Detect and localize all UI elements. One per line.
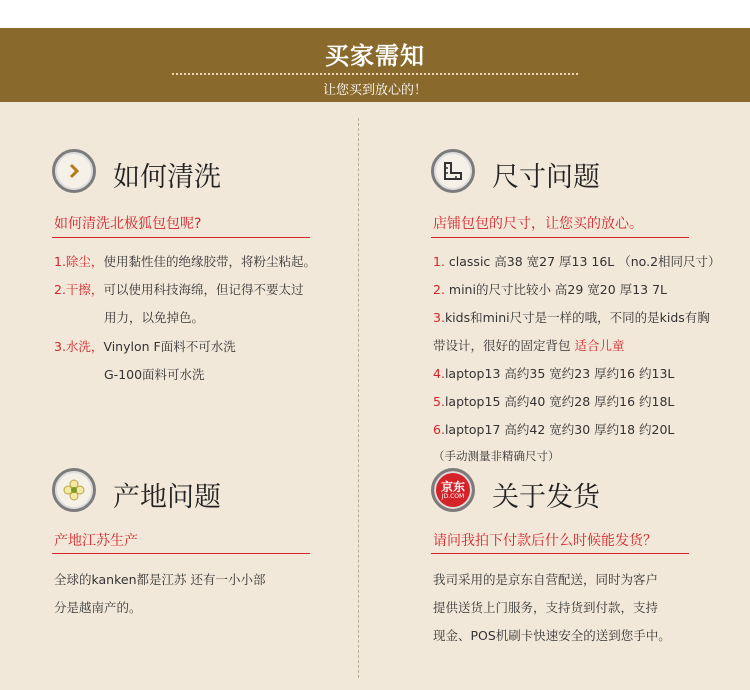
size-title: 尺寸问题 (492, 162, 600, 193)
size-line-4: 带设计，很好的固定背包 适合儿童 (433, 338, 625, 353)
size-line-1: 1. classic 高38 宽27 厚13 16L （no.2相同尺寸） (433, 254, 721, 269)
wash-line-3: 用力，以免掉色。 (104, 310, 205, 325)
size-line-5: 4.laptop13 高约35 宽约23 厚约16 约13L (433, 366, 675, 381)
wash-line-2: 2.干擦，可以使用科技海绵，但记得不要太过 (54, 282, 304, 297)
wash-line-4: 3.水洗，Vinylon F面料不可水洗 (54, 339, 236, 354)
origin-title: 产地问题 (113, 482, 221, 513)
wash-title: 如何清洗 (113, 162, 221, 193)
jd-logo-icon: 京东 JD.COM (431, 468, 475, 512)
header-banner (0, 28, 750, 102)
size-line-6: 5.laptop15 高约40 宽约28 厚约16 约18L (433, 394, 675, 409)
wash-question: 如何清洗北极狐包包呢? (54, 216, 202, 232)
banner-title: 买家需知 (325, 42, 425, 70)
wash-underline (52, 237, 310, 238)
ruler-icon (431, 149, 475, 193)
chevron-right-icon (52, 149, 96, 193)
banner-subtitle: 让您买到放心的！ (322, 83, 427, 98)
flower-icon (52, 468, 96, 512)
origin-underline (52, 553, 310, 554)
shipping-underline (431, 553, 689, 554)
size-line-2: 2. mini的尺寸比较小 高29 宽20 厚13 7L (433, 282, 667, 297)
shipping-line-3: 现金、POS机刷卡快速安全的送到您手中。 (433, 628, 671, 643)
origin-question: 产地江苏生产 (54, 533, 138, 549)
shipping-line-2: 提供送货上门服务，支持货到付款，支持 (433, 600, 659, 615)
size-underline (431, 237, 689, 238)
shipping-question: 请问我拍下付款后什么时候能发货？ (433, 533, 657, 549)
size-line-7: 6.laptop17 高约42 宽约30 厚约18 约20L (433, 422, 675, 437)
size-line-3: 3.kids和mini尺寸是一样的哦，不同的是kids有胸 (433, 310, 710, 325)
top-white-strip (0, 0, 750, 28)
origin-line-1: 全球的kanken都是江苏 还有一小小部 (54, 572, 266, 587)
size-note: （手动测量非精确尺寸） (433, 449, 560, 463)
origin-line-2: 分是越南产的。 (54, 600, 142, 615)
size-question: 店铺包包的尺寸，让您买的放心。 (433, 216, 643, 232)
wash-line-5: G-100面料可水洗 (104, 367, 205, 382)
column-divider (358, 118, 359, 678)
shipping-line-1: 我司采用的是京东自营配送，同时为客户 (433, 572, 659, 587)
shipping-title: 关于发货 (492, 482, 600, 513)
wash-line-1: 1.除尘，使用黏性佳的绝缘胶带，将粉尘粘起。 (54, 254, 316, 269)
banner-dotted-divider (172, 73, 578, 75)
